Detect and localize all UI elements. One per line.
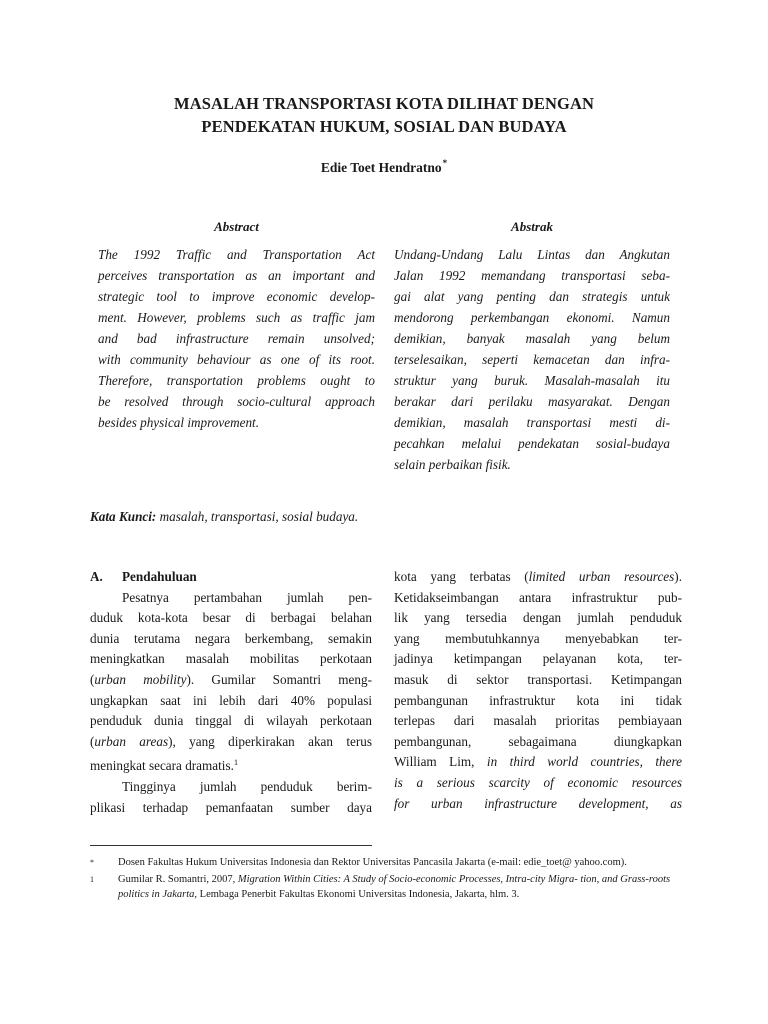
- footnote-text: [118, 872, 682, 902]
- body-line: dunia terutama negara berkembang, semakin: [90, 630, 372, 646]
- body-line: pembangunan infrastruktur kota ini tidak: [394, 692, 682, 708]
- keywords-label: Kata Kunci:: [90, 509, 157, 524]
- text-run: meningkat secara dramatis.: [90, 758, 234, 774]
- abstract-body-id: [394, 244, 670, 475]
- section-title: Pendahuluan: [122, 569, 197, 584]
- abstract-heading-id: Abstrak: [511, 219, 553, 234]
- italic-term: urban mobility: [94, 671, 187, 687]
- body-line: pembangunan, sebagaimana diungkapkan: [394, 733, 682, 749]
- section-heading: [90, 567, 372, 588]
- text-run: ).: [674, 569, 682, 584]
- text-run: , Lembaga Penerbit Fakultas Ekonomi Universitas Indonesia, Jakarta, hlm. 3.: [194, 889, 520, 900]
- abstract-id-line: terselesaikan, seperti kemacetan dan infra-: [394, 352, 670, 367]
- book-title: Migration Within Cities: A Study of Socio-economic Processes, Intra-city Migra- tion, and Grass-roots politics in Jakarta: [118, 874, 671, 900]
- text-run: ). Gumilar Somantri meng-: [186, 671, 372, 687]
- footnote-text: Dosen Fakultas Hukum Universitas Indonesia dan Rektor Universitas Pancasila Jakarta (e-mail: edie_toet@ yahoo.com).: [118, 857, 627, 868]
- text-run: William Lim,: [394, 754, 487, 770]
- footnote-item: [90, 872, 682, 902]
- author-name-text: Edie Toet Hendratno: [320, 160, 442, 175]
- abstract-en-line: The 1992 Traffic and Transportation Act: [98, 247, 375, 262]
- text-run: Gumilar R. Somantri, 2007,: [118, 874, 238, 885]
- body-line: meningkatkan masalah mobilitas perkotaan: [90, 651, 372, 667]
- body-line: plikasi terhadap pemanfaatan sumber daya: [90, 799, 372, 815]
- keywords-text: masalah, transportasi, sosial budaya.: [156, 509, 359, 524]
- body-line: [394, 752, 682, 773]
- body-line: [90, 732, 372, 753]
- text-run: kota yang terbatas (: [394, 569, 529, 584]
- abstract-body-en: [98, 244, 375, 433]
- body-column-right: [394, 567, 682, 814]
- keywords: [90, 509, 358, 525]
- italic-quote: for urban infrastructure development, as: [394, 795, 682, 811]
- italic-term: limited urban resources: [528, 569, 675, 584]
- footnote-divider: [90, 845, 372, 846]
- body-line: ungkapkan saat ini lebih dari 40% populasi: [90, 692, 372, 708]
- abstract-id-line: selain perbaikan fisik.: [394, 457, 511, 472]
- italic-quote: is a serious scarcity of economic resources: [394, 774, 682, 790]
- body-line: Tingginya jumlah penduduk berim-: [122, 778, 372, 794]
- abstract-en-line: be resolved through socio-cultural approach: [98, 394, 375, 409]
- abstract-en-line: perceives transportation as an important and: [98, 268, 375, 283]
- footnote-mark: 1: [90, 875, 94, 884]
- abstract-en-line: ment. However, problems such as traffic jam: [98, 310, 375, 325]
- title-line-2: PENDEKATAN HUKUM, SOSIAL DAN BUDAYA: [201, 117, 567, 136]
- text-run: (: [90, 671, 95, 687]
- title-line-1: MASALAH TRANSPORTASI KOTA DILIHAT DENGAN: [174, 94, 594, 113]
- abstract-en-line: besides physical improvement.: [98, 415, 260, 430]
- abstract-id-line: mendorong perkembangan ekonomi. Namun: [394, 310, 670, 325]
- author-footnote-mark: *: [442, 158, 448, 168]
- italic-quote: in third world countries, there: [486, 754, 682, 770]
- abstract-id-line: pecahkan melalui pendekatan sosial-budaya: [394, 436, 670, 451]
- body-line: jadinya ketimpangan pelayanan kota, ter-: [394, 651, 682, 667]
- text-run: ), yang diperkirakan akan terus: [168, 733, 372, 749]
- body-line: [90, 670, 372, 691]
- abstract-id-line: struktur yang buruk. Masalah-masalah itu: [394, 373, 670, 388]
- abstract-en-line: Therefore, transportation problems ought to: [98, 373, 375, 388]
- section-number: A.: [90, 569, 103, 584]
- abstract-en-line: and bad infrastructure remain unsolved;: [98, 331, 375, 346]
- abstract-heading-en: Abstract: [214, 219, 259, 234]
- body-line: [90, 752, 372, 777]
- footnotes: [90, 855, 682, 904]
- body-line: yang membutuhkannya menyebabkan ter-: [394, 630, 682, 646]
- abstract-id-line: Jalan 1992 memandang transportasi seba-: [394, 268, 670, 283]
- body-line: Ketidakseimbangan antara infrastruktur pub-: [394, 589, 682, 605]
- text-run: (: [90, 733, 95, 749]
- footnote-ref: 1: [233, 757, 239, 768]
- paper-title: [90, 92, 678, 138]
- body-line: [394, 773, 682, 794]
- body-line: terlepas dari masalah prioritas pembiayaan: [394, 713, 682, 729]
- italic-term: urban areas: [94, 733, 169, 749]
- body-column-left: [90, 567, 372, 818]
- abstract-id-line: Undang-Undang Lalu Lintas dan Angkutan: [394, 247, 670, 262]
- footnote-item: [90, 855, 682, 870]
- abstract-id-line: demikian, banyak masalah yang belum: [394, 331, 670, 346]
- abstract-en-line: with community behaviour as one of its root.: [98, 352, 375, 367]
- body-line: lik yang tersedia dengan jumlah penduduk: [394, 610, 682, 626]
- abstract-en-line: strategic tool to improve economic develop-: [98, 289, 375, 304]
- abstract-id-line: berakar dari perilaku masyarakat. Dengan: [394, 394, 670, 409]
- body-line: duduk kota-kota besar di berbagai belahan: [90, 610, 372, 626]
- abstract-id-line: gai alat yang penting dan strategis untuk: [394, 289, 670, 304]
- footnote-mark: *: [90, 858, 94, 867]
- body-line: [394, 794, 682, 815]
- author-name: [90, 158, 678, 176]
- abstract-id-line: demikian, masalah transportasi mesti di-: [394, 415, 670, 430]
- body-line: [394, 567, 682, 588]
- body-line: masuk di sektor transportasi. Ketimpangan: [394, 671, 682, 687]
- body-line: penduduk dunia tinggal di wilayah perkotaan: [90, 713, 372, 729]
- body-line: Pesatnya pertambahan jumlah pen-: [122, 589, 372, 605]
